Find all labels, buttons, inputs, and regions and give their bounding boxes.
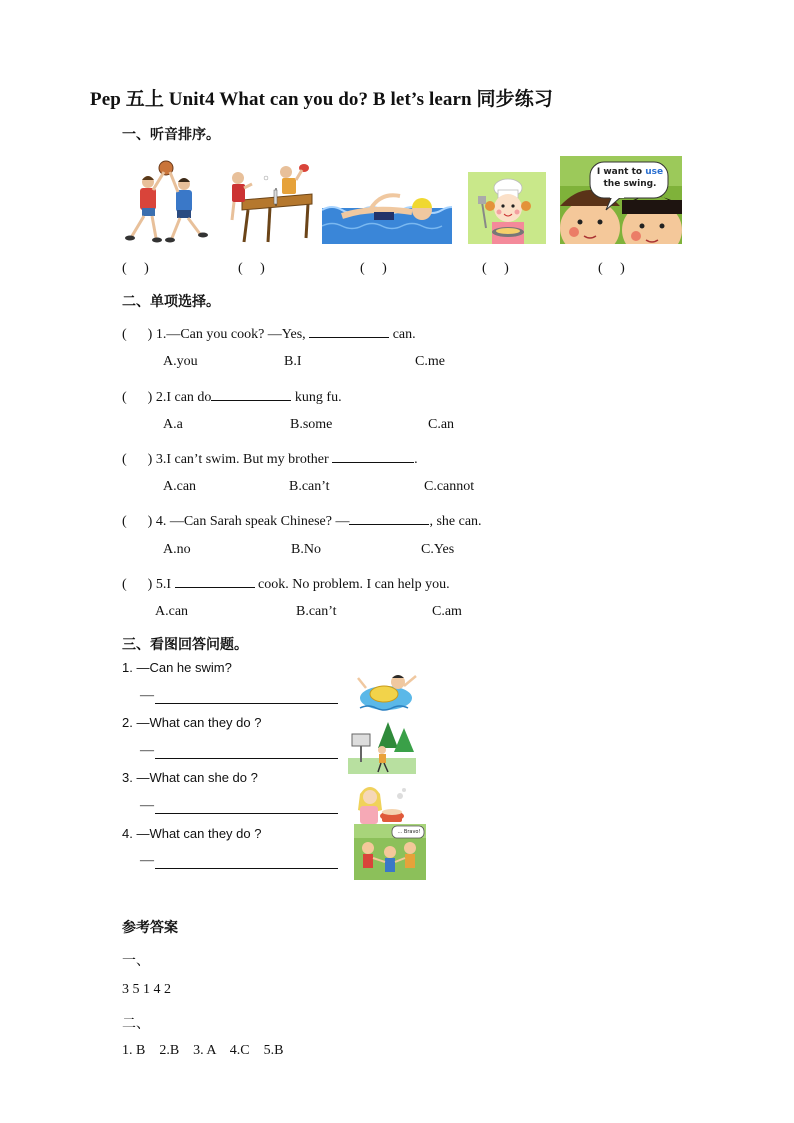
answer-paren: ( ) xyxy=(122,514,153,529)
answers-heading: 参考答案 xyxy=(122,920,178,936)
kids-dancing-image xyxy=(354,824,426,880)
kids-playing-image xyxy=(348,718,416,774)
answer-paren: ( ) xyxy=(122,452,153,467)
option-a: A.can xyxy=(155,604,189,619)
question-text-after: can. xyxy=(392,327,416,342)
page-title: Pep 五上 Unit4 What can you do? B let’s learn 同步练习 xyxy=(90,89,553,110)
option-c: C.cannot xyxy=(424,479,475,494)
question-text-after: , she can. xyxy=(429,514,482,529)
answer-paren: ( ) xyxy=(122,327,153,342)
question-text-after: kung fu. xyxy=(294,390,342,405)
basketball-kids-image xyxy=(120,158,215,246)
answer-dash: — xyxy=(140,743,154,758)
picture-question-2: 2. —What can they do ? xyxy=(122,715,262,730)
question-text: 5.I xyxy=(155,577,171,592)
option-a: A.can xyxy=(163,479,197,494)
answer-blank[interactable] xyxy=(175,573,255,588)
bubble-text-2: the swing. xyxy=(603,179,657,189)
answer-line[interactable] xyxy=(155,703,338,704)
swimmer-image xyxy=(322,186,452,244)
caption-5: ( ) xyxy=(598,261,625,276)
option-a: A.no xyxy=(163,542,191,557)
question-text: 1.—Can you cook? —Yes, xyxy=(155,327,306,342)
answer-blank[interactable] xyxy=(332,448,414,463)
picture-question-1: 1. —Can he swim? xyxy=(122,660,232,675)
ping-pong-image xyxy=(226,158,316,246)
section1-heading: 一、听音排序。 xyxy=(122,127,220,143)
boy-swimming-image xyxy=(354,668,420,716)
answer-line[interactable] xyxy=(155,758,338,759)
question-3 xyxy=(122,448,418,468)
answer-line[interactable] xyxy=(155,868,338,869)
option-a: A.a xyxy=(163,417,183,432)
question-text-after: cook. No problem. I can help you. xyxy=(258,577,450,592)
option-a: A.you xyxy=(163,354,198,369)
answer-paren: ( ) xyxy=(122,390,153,405)
question-text: 4. —Can Sarah speak Chinese? — xyxy=(155,514,350,529)
question-2 xyxy=(122,386,342,406)
answers-part2-values: 1. B 2.B 3. A 4.C 5.B xyxy=(122,1043,284,1058)
picture-question-4: 4. —What can they do ? xyxy=(122,826,262,841)
answer-paren: ( ) xyxy=(122,577,153,592)
swing-speech-bubble xyxy=(596,166,664,190)
option-c: C.an xyxy=(428,417,455,432)
girl-cooking-image xyxy=(352,780,410,830)
option-b: B.can’t xyxy=(289,479,330,494)
caption-2: ( ) xyxy=(238,261,265,276)
answers-part2-label: 二、 xyxy=(122,1016,150,1032)
option-b: B.some xyxy=(290,417,333,432)
section2-heading: 二、单项选择。 xyxy=(122,294,220,310)
answer-dash: — xyxy=(140,853,154,868)
bubble-text-use: use xyxy=(645,167,664,177)
caption-4: ( ) xyxy=(482,261,509,276)
caption-1: ( ) xyxy=(122,261,149,276)
answers-part1-label: 一、 xyxy=(122,953,150,969)
answers-part1-values: 3 5 1 4 2 xyxy=(122,982,171,997)
question-4 xyxy=(122,510,482,530)
option-b: B.I xyxy=(284,354,302,369)
option-c: C.Yes xyxy=(421,542,455,557)
cooking-girl-image xyxy=(468,172,546,244)
answer-blank[interactable] xyxy=(211,386,291,401)
dance-bubble-text: ... Bravo! xyxy=(397,829,421,835)
option-b: B.can’t xyxy=(296,604,337,619)
bubble-text-1: I want to xyxy=(596,167,643,177)
picture-question-3: 3. —What can she do ? xyxy=(122,770,258,785)
question-text: 3.I can’t swim. But my brother xyxy=(155,452,329,467)
option-c: C.me xyxy=(415,354,445,369)
answer-dash: — xyxy=(140,688,154,703)
option-b: B.No xyxy=(291,542,321,557)
swing-speech-image xyxy=(560,156,682,244)
question-text: 2.I can do xyxy=(155,390,212,405)
answer-line[interactable] xyxy=(155,813,338,814)
section3-heading: 三、看图回答问题。 xyxy=(122,637,248,653)
question-1 xyxy=(122,323,416,343)
question-text-after: . xyxy=(414,452,418,467)
option-c: C.am xyxy=(432,604,462,619)
caption-3: ( ) xyxy=(360,261,387,276)
question-5 xyxy=(122,573,450,593)
answer-dash: — xyxy=(140,798,154,813)
answer-blank[interactable] xyxy=(309,323,389,338)
answer-blank[interactable] xyxy=(349,510,429,525)
